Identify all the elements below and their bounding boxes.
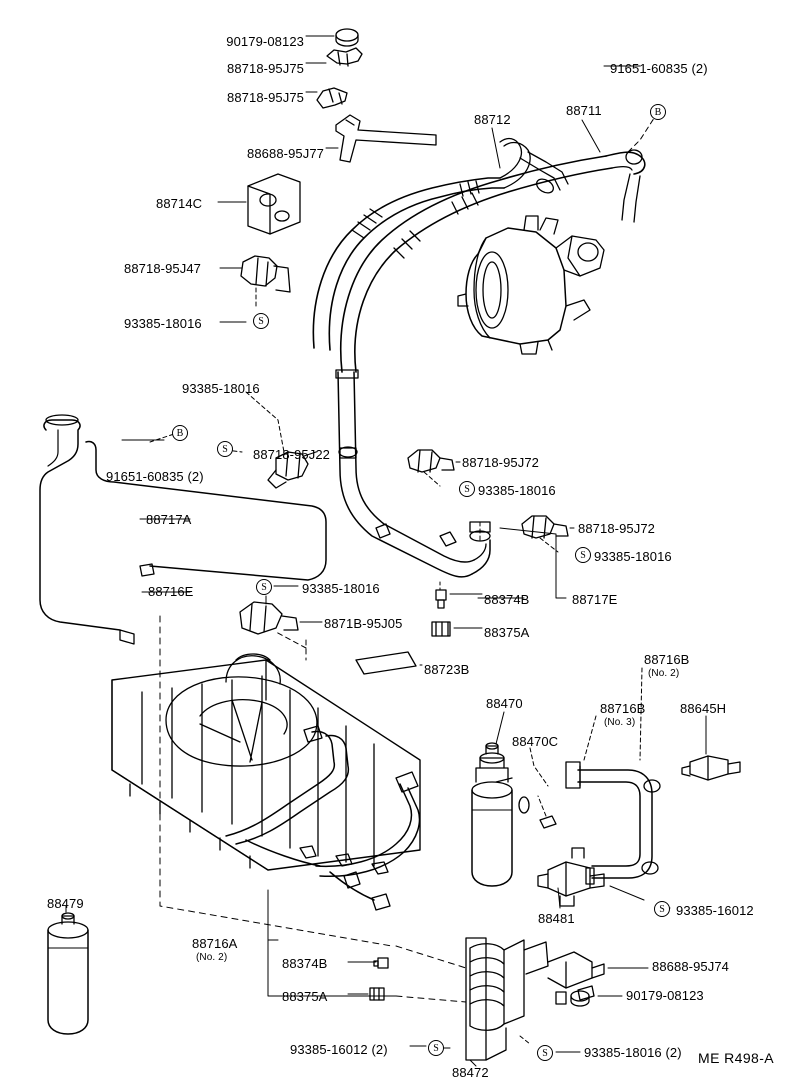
label-88718-95J22: 88718-95J22 (253, 447, 330, 462)
label-88714C: 88714C (156, 196, 203, 211)
label-88718-95J72-a: 88718-95J72 (462, 455, 539, 470)
part-receiver-drier-88470 (472, 743, 512, 886)
label-88688-95J77: 88688-95J77 (247, 146, 324, 161)
part-clamp-88718-95J72-a (408, 450, 454, 472)
label-88470: 88470 (486, 696, 523, 711)
label-88470C: 88470C (512, 734, 559, 749)
part-clamp-88718-95J47 (241, 256, 290, 292)
label-93385-16012-2: 93385-16012 (2) (290, 1042, 388, 1057)
label-88718-95J75-lower: 88718-95J75 (227, 90, 304, 105)
label-93385-18016-a: 93385-18016 (124, 316, 202, 331)
label-8871B-95J05: 8871B-95J05 (324, 616, 403, 631)
label-93385-18016-b: 93385-18016 (182, 381, 260, 396)
part-clamp-88718-95J75-lower (317, 88, 347, 108)
part-bracket-8871B-95J05 (240, 602, 298, 634)
label-88481: 88481 (538, 911, 575, 926)
diagram-code: ME R498-A (698, 1050, 774, 1066)
label-93385-18016-2: 93385-18016 (2) (584, 1045, 682, 1060)
label-88479: 88479 (47, 896, 84, 911)
part-clamp-88718-95J75-upper (327, 48, 362, 66)
part-pad-88723B (356, 652, 416, 674)
label-88472: 88472 (452, 1065, 489, 1080)
label-93385-18016-e: 93385-18016 (302, 581, 380, 596)
part-grommet-88714C (248, 174, 300, 234)
part-grommet-88374B-center (436, 590, 446, 608)
screw-marker-s5: S (256, 579, 272, 595)
sublabel-88716B-no3: (No. 3) (604, 717, 636, 728)
label-88645H: 88645H (680, 701, 727, 716)
screw-marker-s6: S (654, 901, 670, 917)
label-93385-16012: 93385-16012 (676, 903, 754, 918)
label-88375A-center: 88375A (484, 625, 530, 640)
label-88712: 88712 (474, 112, 511, 127)
part-clip-88375A-lower (370, 988, 384, 1000)
part-grommet-88374B-lower (374, 958, 388, 968)
part-bracket-88688-95J77 (336, 115, 436, 162)
label-88718-95J75-upper: 88718-95J75 (227, 61, 304, 76)
label-88716A: 88716A (192, 936, 238, 951)
part-tube-88717E (336, 370, 490, 577)
label-91651-60835-left: 91651-60835 (2) (106, 469, 204, 484)
label-93385-18016-c: 93385-18016 (478, 483, 556, 498)
label-88717A: 88717A (146, 512, 192, 527)
label-88716E: 88716E (148, 584, 194, 599)
label-88717E: 88717E (572, 592, 618, 607)
screw-marker-s2: S (217, 441, 233, 457)
part-hose-88712 (313, 139, 568, 350)
screw-marker-s1: S (253, 313, 269, 329)
screw-marker-s7: S (428, 1040, 444, 1056)
label-88375A-lower: 88375A (282, 989, 328, 1004)
label-93385-18016-d: 93385-18016 (594, 549, 672, 564)
part-oring-88470C (519, 797, 529, 813)
label-88374B-center: 88374B (484, 592, 530, 607)
bolt-marker-b: B (650, 104, 666, 120)
part-clip-88375A-center (432, 622, 450, 636)
sublabel-88716B-no2: (No. 2) (648, 668, 680, 679)
screw-marker-s4: S (575, 547, 591, 563)
label-88718-95J72-b: 88718-95J72 (578, 521, 655, 536)
part-evaporator-pipes (226, 726, 419, 910)
label-88374B-lower: 88374B (282, 956, 328, 971)
part-evaporator-unit (112, 654, 420, 874)
label-88711: 88711 (566, 103, 602, 118)
label-90179-08123-bottom: 90179-08123 (626, 988, 704, 1003)
part-compressor (458, 216, 604, 354)
screw-marker-s8: S (537, 1045, 553, 1061)
screw-marker-s3: S (459, 481, 475, 497)
part-bracket-88472 (466, 938, 604, 1060)
bolt-marker-b2: B (172, 425, 188, 441)
label-90179-08123-top: 90179-08123 (226, 34, 304, 49)
label-88723B: 88723B (424, 662, 470, 677)
label-91651-60835-top: 91651-60835 (2) (610, 61, 708, 76)
label-88716B-no3: 88716B (600, 701, 646, 716)
label-88718-95J47: 88718-95J47 (124, 261, 201, 276)
part-canister-88479 (48, 913, 88, 1034)
part-nut-90179-08123 (336, 29, 358, 46)
part-clamp-88718-95J72-b (522, 516, 568, 538)
label-88716B-no2: 88716B (644, 652, 690, 667)
sublabel-88716A-no2: (No. 2) (196, 952, 228, 963)
part-fitting-88645H (682, 756, 740, 780)
label-88688-95J74: 88688-95J74 (652, 959, 729, 974)
